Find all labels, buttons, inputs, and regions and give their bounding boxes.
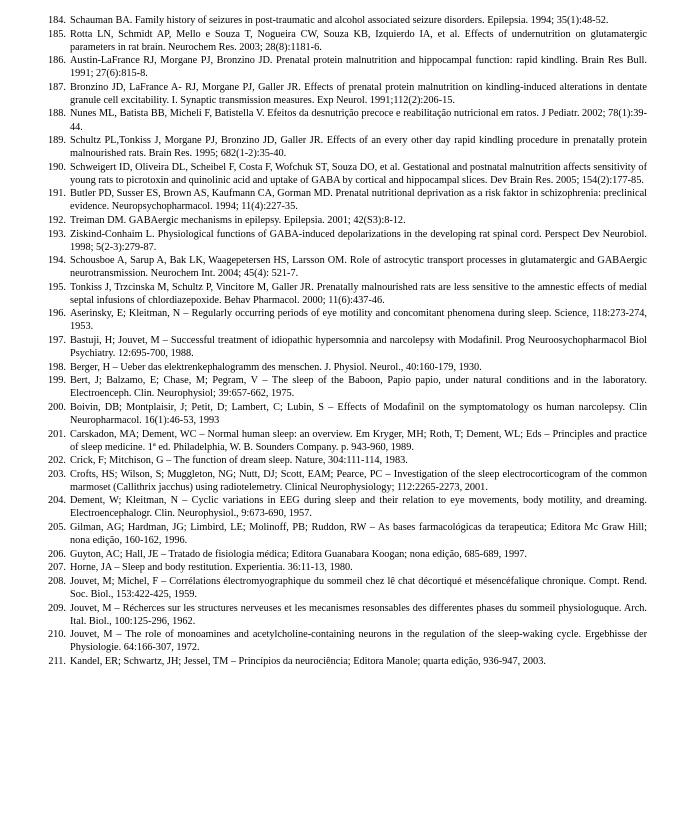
reference-number: 186. — [47, 55, 66, 67]
reference-text: Ziskind-Conhaim L. Physiological functions of GABA-induced depolarizations in the developing rat spinal cord. Perspect Dev Neurobiol. 1998; 5(2-3):279-87. — [70, 228, 647, 253]
reference-number: 208. — [47, 575, 66, 587]
list-item — [40, 281, 647, 307]
reference-number: 210. — [47, 629, 66, 641]
list-item — [40, 161, 647, 187]
reference-number: 198. — [47, 361, 66, 373]
reference-number: 188. — [47, 108, 66, 120]
reference-number: 190. — [47, 161, 66, 173]
list-item — [40, 468, 647, 494]
list-item — [40, 254, 647, 280]
reference-text: Bronzino JD, LaFrance A- RJ, Morgane PJ, Galler JR. Effects of prenatal protein malnutrition on kindling-induced alterations in dentate granule cell excitability. I. Synaptic transmission measures. Exp Neurol. 1991;112(2):206-15. — [70, 81, 647, 106]
reference-text: Bert, J; Balzamo, E; Chase, M; Pegram, V – The sleep of the Baboon, Papio papio, under natural conditions and in the laboratory. Electroenceph. Clin. Neurophysiol; 39:657-662, 1975. — [70, 375, 647, 400]
reference-number: 203. — [47, 468, 66, 480]
reference-text: Rotta LN, Schmidt AP, Mello e Souza T, Nogueira CW, Souza KB, Izquierdo IA, et al. Effects of undernutrition on glutamatergic parameters in rat brain. Neurochem Res. 2003; 28(8):1181-6. — [70, 28, 647, 53]
list-item — [40, 548, 647, 561]
reference-text: Treiman DM. GABAergic mechanisms in epilepsy. Epilepsia. 2001; 42(S3):8-12. — [70, 214, 406, 226]
reference-text: Butler PD, Susser ES, Brown AS, Kaufmann CA, Gorman MD. Prenatal nutritional deprivation as a risk faktor in schizophrenia: preclinical evidence. Neuropsychopharmacol. 1994; 11(4):227-35. — [70, 188, 647, 213]
reference-text: Bastuji, H; Jouvet, M – Successful treatment of idiopathic hypersomnia and narcolepsy with Modafinil. Prog Neuroosychopharmacol Biol Psychiatry. 12:695-700, 1988. — [70, 335, 647, 360]
list-item — [40, 575, 647, 601]
list-item — [40, 81, 647, 107]
list-item — [40, 561, 647, 574]
list-item — [40, 214, 647, 227]
reference-number: 195. — [47, 281, 66, 293]
reference-text: Carskadon, MA; Dement, WC – Normal human sleep: an overview. Em Kryger, MH; Roth, T; Dement, WL; Eds – Principles and practice of sleep medicine. 1ª ed. Philadelphia, W. B. Sounders Company. p. 943-960, 1989. — [70, 428, 647, 453]
reference-text: Schauman BA. Family history of seizures in post-traumatic and alcohol associated seizure disorders. Epilepsia. 1994; 35(1):48-52. — [70, 15, 609, 26]
list-item — [40, 134, 647, 160]
reference-text: Crick, F; Mitchison, G – The function of dream sleep. Nature, 304:111-114, 1983. — [70, 455, 408, 467]
list-item — [40, 334, 647, 360]
reference-text: Horne, JA – Sleep and body restitution. Experientia. 36:11-13, 1980. — [70, 562, 353, 574]
reference-text: Jouvet, M; Michel, F – Corrélations électromyographique du sommeil chez lê chat décortiqué et mésencéfalique chronique. Compt. Rend. Soc. Biol., 153:422-425, 1959. — [70, 575, 647, 600]
reference-number: 191. — [47, 188, 66, 200]
list-item — [40, 494, 647, 520]
reference-list — [40, 14, 647, 668]
reference-number: 202. — [47, 455, 66, 467]
list-item — [40, 54, 647, 80]
reference-number: 204. — [47, 495, 66, 507]
list-item — [40, 307, 647, 333]
reference-number: 209. — [47, 602, 66, 614]
reference-number: 196. — [47, 308, 66, 320]
reference-text: Schweigert ID, Oliveira DL, Scheibel F, Costa F, Wofchuk ST, Souza DO, et al. Gestational and postnatal malnutrition affects sensitivity of young rats to picrotoxin and quinolinic acid and uptake of GABA by cortical and hippocampal slices. Dev Brain Res. 2005; 154(2):177-85. — [70, 161, 647, 186]
reference-text: Tonkiss J, Trzcinska M, Schultz P, Vincitore M, Galler JR. Prenatally malnourished rats are less sensitive to the amnestic effects of medial septal infusions of chlordiazepoxide. Behav Pharmacol. 2000; 11(6):437-46. — [70, 281, 647, 306]
reference-number: 199. — [47, 375, 66, 387]
list-item — [40, 14, 647, 27]
reference-number: 189. — [47, 135, 66, 147]
reference-text: Aserinsky, E; Kleitman, N – Regularly occurring periods of eye motility and concomitant phenomena during sleep. Science, 118:273-274, 1953. — [70, 308, 647, 333]
reference-text: Jouvet, M – The role of monoamines and acetylcholine-containing neurons in the regulation of the sleep-waking cycle. Ergebhisse der Physiologie. 64:166-307, 1972. — [70, 629, 647, 654]
reference-number: 206. — [47, 548, 66, 560]
reference-number: 192. — [47, 214, 66, 226]
reference-text: Nunes ML, Batista BB, Micheli F, Batistella V. Efeitos da desnutrição precoce e reabilitação nutricional em ratos. J Pediatr. 2002; 78(1):39-44. — [70, 108, 647, 133]
list-item — [40, 454, 647, 467]
reference-number: 194. — [47, 255, 66, 267]
list-item — [40, 628, 647, 654]
list-item — [40, 228, 647, 254]
list-item — [40, 602, 647, 628]
list-item — [40, 361, 647, 374]
list-item — [40, 187, 647, 213]
reference-text: Schousboe A, Sarup A, Bak LK, Waagepetersen HS, Larsson OM. Role of astrocytic transport processes in glutamatergic and GABAergic neurotransmission. Neurochem Int. 2004; 45(4): 521-7. — [70, 255, 647, 280]
reference-number: 200. — [47, 401, 66, 413]
reference-number: 197. — [47, 335, 66, 347]
list-item — [40, 107, 647, 133]
reference-text: Schultz PL,Tonkiss J, Morgane PJ, Bronzino JD, Galler JR. Effects of an every other day rapid kindling procedure in prenatally protein malnourished rats. Brain Res. 1995; 682(1-2):35-40. — [70, 135, 647, 160]
list-item — [40, 401, 647, 427]
reference-number: 207. — [47, 562, 66, 574]
list-item — [40, 655, 647, 668]
list-item — [40, 28, 647, 54]
reference-number: 201. — [47, 428, 66, 440]
reference-text: Guyton, AC; Hall, JE – Tratado de fisiologia médica; Editora Guanabara Koogan; nona edição, 685-689, 1997. — [70, 548, 527, 560]
reference-text: Gilman, AG; Hardman, JG; Limbird, LE; Molinoff, PB; Ruddon, RW – As bases farmacológicas da terapeutica; Editora Mc Graw Hill; nona edição, 160-162, 1996. — [70, 522, 647, 547]
reference-number: 193. — [47, 228, 66, 240]
reference-number: 211. — [48, 655, 66, 667]
reference-number: 185. — [47, 28, 66, 40]
reference-text: Jouvet, M – Récherces sur les structures nerveuses et les mecanismes resonsables des differentes phases du sommeil physiologuque. Arch. Ital. Biol., 100:125-296, 1962. — [70, 602, 647, 627]
reference-number: 205. — [47, 522, 66, 534]
list-item — [40, 521, 647, 547]
reference-text: Kandel, ER; Schwartz, JH; Jessel, TM – Princípios da neurociência; Editora Manole; quarta edição, 936-947, 2003. — [70, 655, 546, 667]
list-item — [40, 428, 647, 454]
reference-number: 187. — [47, 81, 66, 93]
reference-text: Boivin, DB; Montplaisir, J; Petit, D; Lambert, C; Lubin, S – Effects of Modafinil on the symptomatology os human narcolepsy. Clin Neuropharmacol. 16(1):46-53, 1993 — [70, 401, 647, 426]
reference-text: Berger, H – Ueber das elektrenkephalogramm des menschen. J. Physiol. Neurol., 40:160-179, 1930. — [70, 361, 482, 373]
reference-text: Dement, W; Kleitman, N – Cyclic variations in EEG during sleep and their relation to eye movements, body motility, and dreaming. Electroencephalogr. Clin. Neurophysiol., 9:673-690, 1957. — [70, 495, 647, 520]
reference-text: Crofts, HS; Wilson, S; Muggleton, NG; Nutt, DJ; Scott, EAM; Pearce, PC – Investigation of the sleep electrocorticogram of the common marmoset (Callithrix jacchus) using radiotelemetry. Clinical Neurophysiology; 112:2265-2273, 2001. — [70, 468, 647, 493]
list-item — [40, 374, 647, 400]
reference-number: 184. — [47, 15, 66, 26]
reference-text: Austin-LaFrance RJ, Morgane PJ, Bronzino JD. Prenatal protein malnutrition and hippocampal function: rapid kindling. Brain Res Bull. 1991; 27(6):815-8. — [70, 55, 647, 80]
